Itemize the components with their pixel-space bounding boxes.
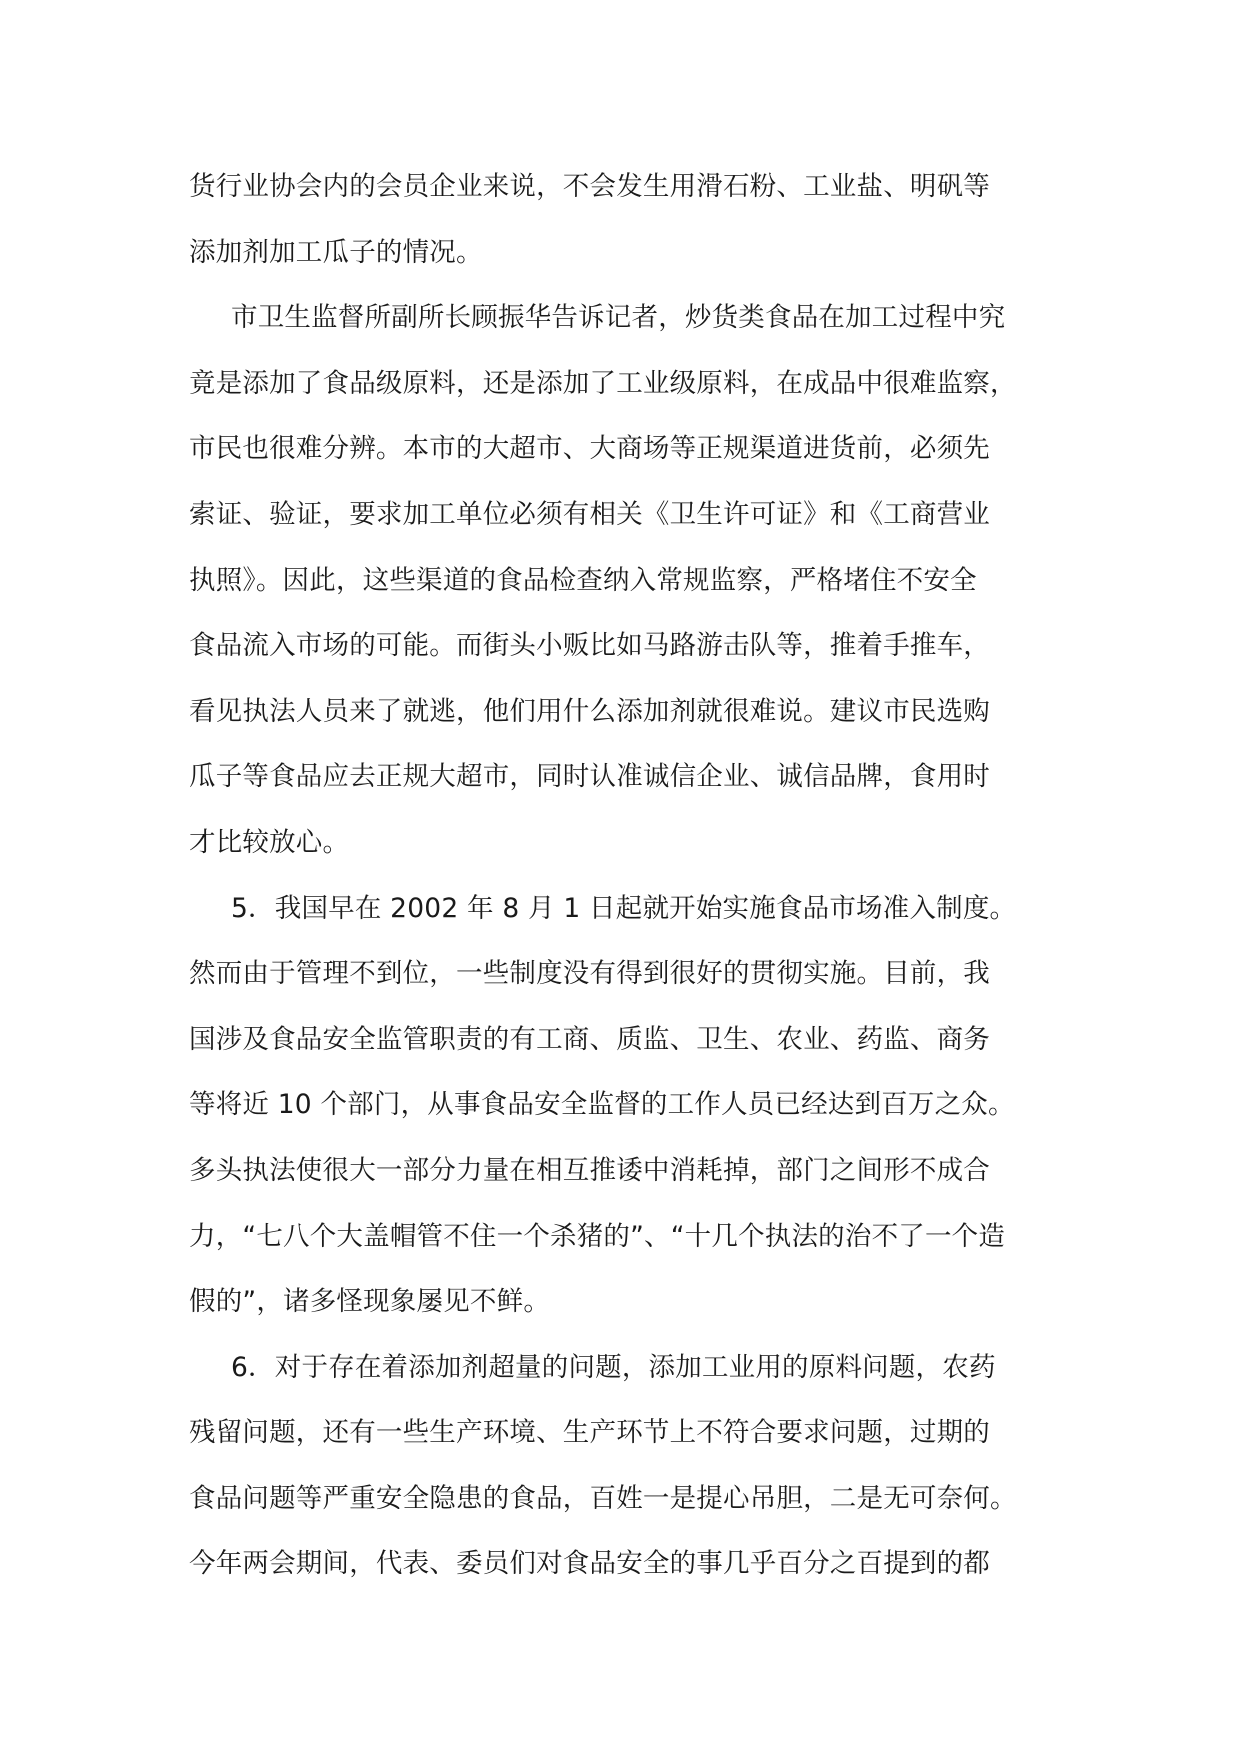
document-page bbox=[189, 172, 1059, 1615]
text-line: 看见执法人员来了就逃，他们用什么添加剂就很难说。建议市民选购 bbox=[189, 695, 990, 727]
text-line: 国涉及食品安全监管职责的有工商、质监、卫生、农业、药监、商务 bbox=[189, 1023, 990, 1055]
text-line: 多头执法使很大一部分力量在相互推诿中消耗掉，部门之间形不成合 bbox=[189, 1154, 990, 1186]
text-line: 竟是添加了食品级原料，还是添加了工业级原料，在成品中很难监察， bbox=[189, 367, 1017, 399]
paragraph-first-line: 市卫生监督所副所长顾振华告诉记者，炒货类食品在加工过程中究 bbox=[231, 302, 1006, 334]
text-line: 添加剂加工瓜子的情况。 bbox=[189, 236, 483, 268]
text-line: 货行业协会内的会员企业来说，不会发生用滑石粉、工业盐、明矾等 bbox=[189, 171, 990, 202]
text-line: 然而由于管理不到位，一些制度没有得到很好的贯彻实施。目前，我 bbox=[189, 958, 990, 990]
text-line: 食品流入市场的可能。而街头小贩比如马路游击队等，推着手推车， bbox=[189, 630, 990, 662]
text-line: 市民也很难分辨。本市的大超市、大商场等正规渠道进货前，必须先 bbox=[189, 433, 990, 465]
paragraph-first-line: 6．对于存在着添加剂超量的问题，添加工业用的原料问题，农药 bbox=[231, 1351, 996, 1383]
text-line: 瓜子等食品应去正规大超市，同时认准诚信企业、诚信品牌，食用时 bbox=[189, 761, 990, 793]
text-line: 残留问题，还有一些生产环境、生产环节上不符合要求问题，过期的 bbox=[189, 1417, 990, 1449]
paragraph-first-line: 5．我国早在 2002 年 8 月 1 日起就开始实施食品市场准入制度。 bbox=[231, 892, 1017, 924]
text-line: 索证、验证，要求加工单位必须有相关《卫生许可证》和《工商营业 bbox=[189, 498, 990, 530]
text-line: 才比较放心。 bbox=[189, 826, 350, 858]
text-line: 力，“七八个大盖帽管不住一个杀猪的”、“十几个执法的治不了一个造 bbox=[189, 1220, 1006, 1252]
text-line: 假的”，诸多怪现象屡见不鲜。 bbox=[189, 1286, 551, 1318]
text-line: 执照》。因此，这些渠道的食品检查纳入常规监察，严格堵住不安全 bbox=[189, 564, 977, 596]
text-line: 食品问题等严重安全隐患的食品，百姓一是提心吊胆，二是无可奈何。 bbox=[189, 1482, 1017, 1514]
text-line: 今年两会期间，代表、委员们对食品安全的事几乎百分之百提到的都 bbox=[189, 1548, 990, 1580]
text-line: 等将近 10 个部门，从事食品安全监督的工作人员已经达到百万之众。 bbox=[189, 1089, 1015, 1121]
